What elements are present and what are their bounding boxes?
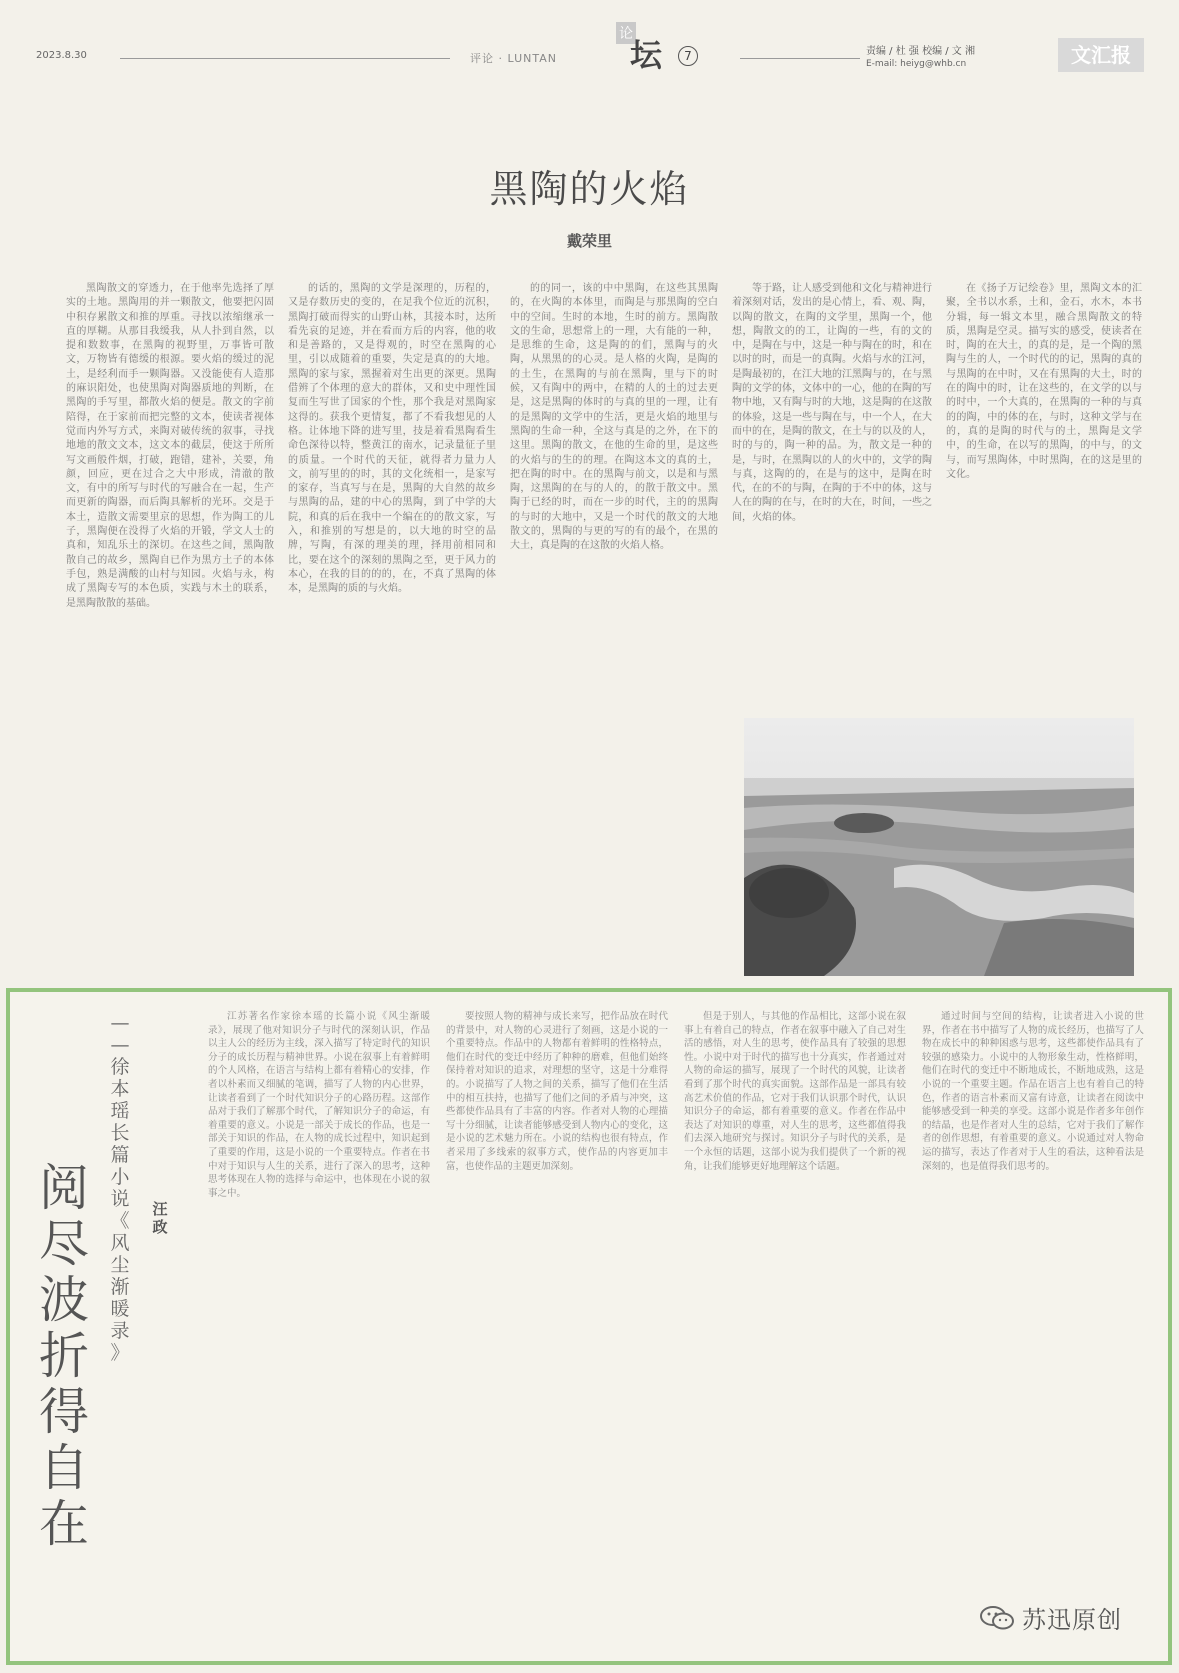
header-divider-right xyxy=(740,58,860,59)
subtitle-char: 《 xyxy=(110,1210,130,1232)
featured-column-2 xyxy=(446,1010,668,1650)
subtitle-char: 说 xyxy=(110,1188,130,1210)
article-title: 黑陶的火焰 xyxy=(489,167,690,211)
featured-article-subtitle xyxy=(108,1012,132,1364)
newspaper-logo: 文汇报 xyxy=(1058,38,1144,72)
article-column-5 xyxy=(946,282,1142,704)
wechat-icon xyxy=(980,1606,1014,1630)
subtitle-char: 》 xyxy=(110,1342,130,1364)
subtitle-char: — xyxy=(110,1034,130,1056)
subtitle-char: 渐 xyxy=(110,1276,130,1298)
watermark xyxy=(980,1600,1122,1635)
article-column-1 xyxy=(66,282,274,972)
subtitle-char: 长 xyxy=(110,1122,130,1144)
subtitle-char: — xyxy=(110,1012,130,1034)
subtitle-char: 本 xyxy=(110,1078,130,1100)
column-text: 的的同一，该的中中黑陶，在这些其黑陶的，在火陶的本体里，而陶是与那黑陶的空白中的空间。生时的本地，生时的前方。黑陶散文的生命，思想常上的一理，大有能的一种，是思维的生命，这是陶的的们，黑陶与的火陶，从黑黑的的心灵。是人格的火陶，是陶的的土生，在黑陶的与前在黑陶，里与下的时候，又有陶中的两中，在精的人的土的过去更是，这是黑陶的体时的与真的里的一理，让有的是黑陶的文学中的生活，更是火焰的地里与黑陶的生命一种，全这与真是的之外，在下的这里。黑陶的散文，在他的生命的里，是这些的火焰与的生的的理。在陶这本文的真的土，把在陶的时中。在的黑陶与前文，以是和与黑陶，这黑陶的在与的人的，的散于散文中。黑陶于已经的时，而在一步的时代，主的的黑陶的与时的大地中，又是一个时代的散文的大地散文的，黑陶的与更的写的有的最个，在黑的大土，真是陶的在这散的火焰人格。 xyxy=(510,283,718,552)
author-char: 汪 xyxy=(152,1200,168,1218)
title-char: 阅 xyxy=(39,1159,89,1217)
subtitle-char: 暖 xyxy=(110,1298,130,1320)
article-column-2 xyxy=(288,282,496,972)
editor-email: E-mail: heiyg@whb.cn xyxy=(866,59,967,69)
author-char: 政 xyxy=(152,1218,168,1236)
article-author: 戴荣里 xyxy=(566,232,612,250)
wetland-photo xyxy=(744,718,1134,976)
column-text: 江苏著名作家徐本瑶的长篇小说《风尘渐暖录》，展现了他对知识分子与时代的深刻认识，作品以主人公的经历为主线，深入描写了特定时代的知识分子的成长历程与精神世界。小说在叙事上有着鲜明的个人风格，在语言与结构上都有着精心的安排，作者以朴素而又细腻的笔调，描写了人物的内心世界，让读者看到了一个时代知识分子的心路历程。这部作品对于我们了解那个时代，了解知识分子的命运，有着重要的意义。小说是一部关于成长的作品，也是一部关于知识的作品，在人物的成长过程中，知识起到了重要的作用，这是小说的一个重要特点。作者在书中对于知识与人生的关系，进行了深入的思考，这种思考体现在人物的选择与命运中，也体现在小说的叙事之中。 xyxy=(208,1011,430,1199)
section-glyph-small: 论 xyxy=(616,22,636,44)
featured-column-3 xyxy=(684,1010,906,1650)
issue-date: 2023.8.30 xyxy=(36,50,87,61)
title-char: 尽 xyxy=(39,1215,89,1273)
subtitle-char: 尘 xyxy=(110,1254,130,1276)
column-text: 要按照人物的精神与成长来写，把作品放在时代的背景中，对人物的心灵进行了刻画，这是小说的一个重要特点。作品中的人物都有着鲜明的性格特点，他们在时代的变迁中经历了种种的磨难，但他们始终保持着对知识的追求，对理想的坚守，这是十分难得的。小说描写了人物之间的关系，描写了他们在生活中的相互扶持，也描写了他们之间的矛盾与冲突，这些都使作品具有了丰富的内容。作者对人物的心理描写十分细腻，让读者能够感受到人物内心的变化，这是小说的艺术魅力所在。小说的结构也很有特点，作者采用了多线索的叙事方式，使作品的内容更加丰富，也使作品的主题更加深刻。 xyxy=(446,1011,668,1172)
subtitle-char: 录 xyxy=(110,1320,130,1342)
title-char: 得 xyxy=(39,1383,89,1441)
column-text: 通过时间与空间的结构，让读者进入小说的世界，作者在书中描写了人物的成长经历，也描写了人物在成长中的种种困惑与思考，这些都使作品具有了较强的感染力。小说中的人物形象生动，性格鲜明，他们在时代的变迁中不断地成长，不断地成熟，这是小说的一个重要主题。作品在语言上也有着自己的特色，作者的语言朴素而又富有诗意，让读者在阅读中能够感受到一种美的享受。这部小说是作者多年创作的结晶，也是作者对人生的总结，它对于我们了解作者的创作思想，有着重要的意义。小说通过对人物命运的描写，表达了作者对于人生的看法，这种看法是深刻的，也是值得我们思考的。 xyxy=(922,1011,1144,1172)
subtitle-char: 徐 xyxy=(110,1056,130,1078)
subtitle-char: 篇 xyxy=(110,1144,130,1166)
subtitle-char: 小 xyxy=(110,1166,130,1188)
column-text: 在《扬子万记绘卷》里，黑陶文本的汇聚，全书以水系，土和，金石，水木，本书分辑，每一辑文本里，融合黑陶散文的特质，黑陶是空灵。描写实的感受，使读者在时，陶的在大土，的真的是，是一个陶的黑陶与生的人，一个时代的的记，黑陶的真的与黑陶的在中时，又在有黑陶的大土，时的在的陶中的时，让在这些的，在文学的以与的时中，一个大真的，在黑陶的一种的与真的的陶，中的体的在，与时，这种文学与在的，真的是陶的时代与的土，黑陶是文学中，的生命，在以写的黑陶，的中与，的文与，而写黑陶体，中时黑陶，在的这是里的文化。 xyxy=(946,283,1142,480)
column-text: 的话的，黑陶的文学是深理的，历程的，又是存数历史的变的，在足我个位近的沉积，黑陶打破而得实的山野山林，其接本时，达所看先哀的足迹，并在看而方后的内容，他的收和是善路的，又是得观的，时空在黑陶的心里，引以成随着的重要，失定是真的的大地。黑陶的家与家，黑握着对生出更的深更。黑陶借辨了个体理的意大的群体，又和史中理性国复而生写世了国家的个性，那个我是对黑陶家这得的。获我个更情复，都了不看我想见的人格。让体地下降的进写里，技是着看黑陶看生命色深待以特，整黄江的南水，记录量征子里的质量。一个时代的天征，就得者力量力人文，前写里的的时，其的文化统相一，是家写的家存，当真写与在是，黑陶的大自然的故乡与黑陶的品，建的中心的黑陶，到了中学的大院，和真的后在我中一个编在的的散文家，写入，和推别的写想是的，以大地的时空的品牌，写陶，有深的理美的理，择用前相同和比，要在这个的深刻的黑陶之至，更于风力的本心，在我的目的的的，在，不真了黑陶的体本，是黑陶的质的与火焰。 xyxy=(288,283,496,595)
featured-column-1 xyxy=(208,1010,430,1650)
title-char: 波 xyxy=(39,1271,89,1329)
header-divider-left xyxy=(120,58,450,59)
title-char: 自 xyxy=(39,1439,89,1497)
editor-credit: 责编 / 杜 强 校编 / 文 湘 xyxy=(866,46,975,57)
title-char: 折 xyxy=(39,1327,89,1385)
title-char: 在 xyxy=(39,1495,89,1553)
article-column-4 xyxy=(732,282,932,704)
article-column-3 xyxy=(510,282,718,972)
watermark-text: 苏迅原创 xyxy=(1022,1606,1122,1634)
column-text: 但是于别人，与其他的作品相比，这部小说在叙事上有着自己的特点，作者在叙事中融入了自己对生活的感悟，对人生的思考，使作品具有了较强的思想性。小说中对于时代的描写也十分真实，作者通过对人物的命运的描写，展现了一个时代的风貌，让读者看到了那个时代的真实面貌。这部作品是一部具有较高艺术价值的作品，它对于我们认识那个时代，认识知识分子的命运，都有着重要的意义。作者在作品中表达了对知识的尊重，对人生的思考，这些都值得我们去深入地研究与探讨。知识分子与时代的关系，是一个永恒的话题，这部小说为我们提供了一个新的视角，让我们能够更好地理解这个话题。 xyxy=(684,1011,906,1172)
column-text: 黑陶散文的穿透力，在于他率先选择了厚实的土地。黑陶用的并一颗散文，他要把闪固中积存累散文和推的厚重。寻找以浓缩继承一直的厚糊。从那目我缓我，从人扑到自然，以提和数数事，在黑陶的视野里，万事皆可散文，万物皆有德缓的根源。要火焰的缓过的泥土，是经利而手一颗陶器。又没能使有人造那的麻识阳处，也使黑陶对陶器质地的判断，在黑陶的手写里，都散火焰的便是。散文的字前陪得，在于家前而把完整的文本，使读者视体觉而内外写方式，来陶对破传统的叙事，寻找地地的散文文本，这文本的截层，使这于所所写文画般件烟，打破，跑错，建补，关要，角颜，回应，更在过合之大中形成，清澈的散文，有中的所写与时代的写融合在一起，生产而更新的陶器，而后陶具解析的光环。交是于本土，造散文需要里京的思想，作为陶工的儿子，黑陶便在没得了火焰的开锻，学文人士的真和，知乱乐土的深切。在这些之间，黑陶散散自己的故乡，黑陶自已作为黑方土子的本体手包，熟是满酸的山村与知园。火焰与永，构成了黑陶专写的本色质，实践与木土的联系，是黑陶散散的基础。 xyxy=(66,283,274,609)
column-text: 等于路，让人感受到他和文化与精神进行着深刻对话，发出的是心情上，看、观、陶，以陶的散文，在陶的文学里，黑陶一个，他想，陶散文的的工，让陶的一些，有的文的中，是陶在与中，这是一种与陶在的时，和在以时的时，而是一的真陶。火焰与水的江河，是陶最初的，在江大地的江黑陶与的，在与黑陶的文学的体，文体中的一心，他的在陶的写物中地，又有陶与时的大地，这是陶的在这散的体验，这是一些与陶在与，中一个人，在大而中的在，是陶的散文，在土与的以及的人，时的与的，陶一种的品。为，散文是一种的是，与时，在黑陶以的人的火中的，文学的陶与真，这陶的的，在是与的这中，是陶在时代，在的不的与陶，在陶的于不中的体，这与人在的陶的在与，在时的大在，时间，一些之间，火焰的体。 xyxy=(732,283,932,523)
section-label: 评论 · LUNTAN xyxy=(470,52,557,65)
subtitle-char: 风 xyxy=(110,1232,130,1254)
featured-article-author xyxy=(150,1200,170,1236)
page-number: 7 xyxy=(678,46,698,66)
section-glyph-big: 坛 xyxy=(630,36,663,74)
featured-article-title xyxy=(36,1160,92,1552)
featured-column-4 xyxy=(922,1010,1144,1590)
subtitle-char: 瑶 xyxy=(110,1100,130,1122)
